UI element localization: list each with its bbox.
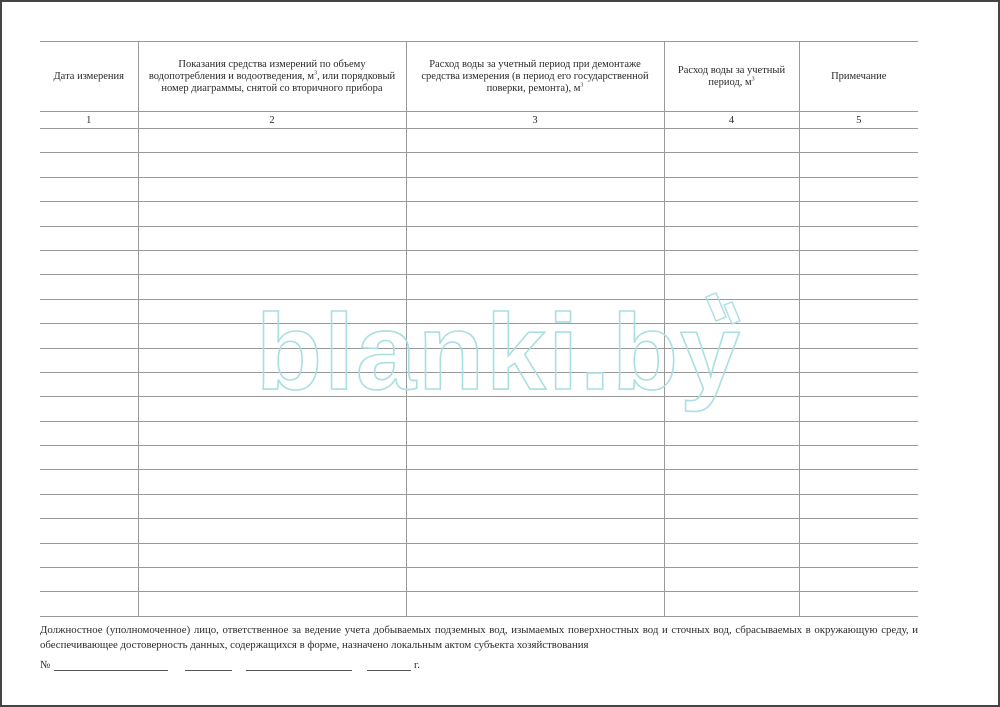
table-cell[interactable] [664,543,799,567]
table-cell[interactable] [799,421,918,445]
table-row [40,470,918,494]
table-cell[interactable] [664,372,799,396]
table-row [40,177,918,201]
table-cell[interactable] [40,421,138,445]
table-row [40,372,918,396]
number-prefix: № [40,659,51,671]
table-cell[interactable] [664,446,799,470]
column-number: 3 [406,112,664,129]
table-cell[interactable] [799,446,918,470]
table-cell[interactable] [406,202,664,226]
table-cell[interactable] [406,494,664,518]
table-cell[interactable] [40,226,138,250]
column-number: 4 [664,112,799,129]
header-flow-period-text: Расход воды за учетный период, м [677,64,786,88]
table-cell[interactable] [138,592,406,616]
table-cell[interactable] [664,568,799,592]
table-row [40,299,918,323]
number-blank[interactable] [54,670,168,671]
table-cell[interactable] [40,446,138,470]
header-meter-readings-text-a: Показания средства измерений по объему водопотребления и водоотведения, м [148,58,366,82]
water-accounting-table [40,41,918,617]
table-row [40,202,918,226]
table-cell[interactable] [799,519,918,543]
table-cell[interactable] [664,421,799,445]
table-row [40,397,918,421]
header-flow-dismantling [406,42,664,112]
table-cell[interactable] [138,153,406,177]
header-note [799,42,918,112]
table-cell[interactable] [799,397,918,421]
table-cell[interactable] [40,348,138,372]
table-cell[interactable] [138,397,406,421]
table-cell[interactable] [406,397,664,421]
column-number-row [40,112,918,129]
table-cell[interactable] [40,275,138,299]
table-row [40,592,918,616]
watermark-text: blanki.by [256,291,743,412]
table-cell[interactable] [406,275,664,299]
table-cell[interactable] [406,324,664,348]
table-cell[interactable] [138,519,406,543]
responsible-person-note: Должностное (уполномоченное) лицо, ответственное за ведение учета добываемых подземных вод, изымаемых поверхностных вод и сточных вод, сбрасываемых в окружающую среду, и обеспечивающее достоверность данных, содержащихся в форме, назначено локальным актом субъекта хозяйствования [40,624,918,651]
table-cell[interactable] [799,226,918,250]
table-cell[interactable] [138,470,406,494]
header-meter-readings [138,42,406,112]
header-date [40,42,138,112]
table-cell[interactable] [138,177,406,201]
table-cell[interactable] [40,153,138,177]
table-cell[interactable] [406,348,664,372]
table-cell[interactable] [664,250,799,274]
table-cell[interactable] [40,543,138,567]
column-number: 1 [40,112,138,129]
table-row [40,519,918,543]
registration-line [40,659,540,673]
table-cell[interactable] [406,250,664,274]
table-cell[interactable] [799,568,918,592]
table-cell[interactable] [406,299,664,323]
table-cell[interactable] [40,372,138,396]
table-row [40,129,918,153]
table-cell[interactable] [799,177,918,201]
table-cell[interactable] [40,592,138,616]
table-cell[interactable] [799,299,918,323]
header-flow-dismantling-sup: 3 [580,82,584,88]
table-cell[interactable] [799,494,918,518]
table-cell[interactable] [664,324,799,348]
table-row [40,421,918,445]
table-cell[interactable] [406,177,664,201]
table-cell[interactable] [40,568,138,592]
table-cell[interactable] [664,275,799,299]
table-row [40,275,918,299]
header-meter-readings-sup: 3 [314,70,318,76]
table-cell[interactable] [799,348,918,372]
table-cell[interactable] [40,470,138,494]
table-cell[interactable] [40,397,138,421]
table-cell[interactable] [664,470,799,494]
table-cell[interactable] [406,568,664,592]
table-cell[interactable] [40,177,138,201]
table-row [40,348,918,372]
table-cell[interactable] [406,421,664,445]
table-body [40,129,918,617]
table-cell[interactable] [406,372,664,396]
table-cell[interactable] [664,299,799,323]
table-cell[interactable] [40,250,138,274]
table-cell[interactable] [799,592,918,616]
year-suffix: г. [414,659,420,671]
table-cell[interactable] [406,226,664,250]
table-cell[interactable] [664,129,799,153]
table-cell[interactable] [664,202,799,226]
table-cell[interactable] [799,372,918,396]
table-cell[interactable] [40,494,138,518]
table-cell[interactable] [406,129,664,153]
table-row [40,250,918,274]
table-cell[interactable] [40,129,138,153]
date-day-blank[interactable] [185,670,232,671]
table-cell[interactable] [406,446,664,470]
table-cell[interactable] [664,177,799,201]
table-cell[interactable] [664,397,799,421]
table-cell[interactable] [406,153,664,177]
table-row [40,568,918,592]
table-cell[interactable] [664,348,799,372]
table-cell[interactable] [799,202,918,226]
date-month-blank[interactable] [246,670,352,671]
table-cell[interactable] [664,494,799,518]
table-row [40,446,918,470]
date-year-blank[interactable] [367,670,411,671]
table-row [40,494,918,518]
table-cell[interactable] [799,324,918,348]
table-cell[interactable] [138,275,406,299]
table-cell[interactable] [138,324,406,348]
table-cell[interactable] [138,299,406,323]
column-number: 5 [799,112,918,129]
table-row [40,226,918,250]
table-cell[interactable] [406,519,664,543]
table-row [40,153,918,177]
column-number: 2 [138,112,406,129]
table-cell[interactable] [664,153,799,177]
table-cell[interactable] [406,543,664,567]
header-flow-period [664,42,799,112]
table-cell[interactable] [40,299,138,323]
header-flow-period-sup: 3 [751,76,755,82]
table-cell[interactable] [138,446,406,470]
table-cell[interactable] [799,543,918,567]
table-cell[interactable] [799,275,918,299]
header-date-text: Дата измерения [53,70,124,82]
table-cell[interactable] [406,470,664,494]
table-cell[interactable] [40,202,138,226]
table-cell[interactable] [138,129,406,153]
table-cell[interactable] [138,348,406,372]
table-cell[interactable] [138,543,406,567]
table-cell[interactable] [40,324,138,348]
table-cell[interactable] [138,250,406,274]
table-cell[interactable] [664,226,799,250]
header-row [40,42,918,112]
table-cell[interactable] [138,202,406,226]
table-cell[interactable] [138,421,406,445]
table-cell[interactable] [799,153,918,177]
table-cell[interactable] [138,226,406,250]
table-cell[interactable] [40,519,138,543]
header-meter-readings-text-b: , или порядковый номер диаграммы, снятой со вторичного прибора [161,70,396,94]
table-cell[interactable] [664,519,799,543]
header-flow-dismantling-text: Расход воды за учетный период при демонтаже средства измерения (в период его государственной поверки, ремонта), м [421,58,649,94]
table-cell[interactable] [138,372,406,396]
table-cell[interactable] [138,568,406,592]
table-cell[interactable] [799,129,918,153]
table-cell[interactable] [138,494,406,518]
table-cell[interactable] [664,592,799,616]
table-row [40,324,918,348]
table-row [40,543,918,567]
header-note-text: Примечание [831,70,887,82]
table-cell[interactable] [799,470,918,494]
table-cell[interactable] [406,592,664,616]
table-cell[interactable] [799,250,918,274]
